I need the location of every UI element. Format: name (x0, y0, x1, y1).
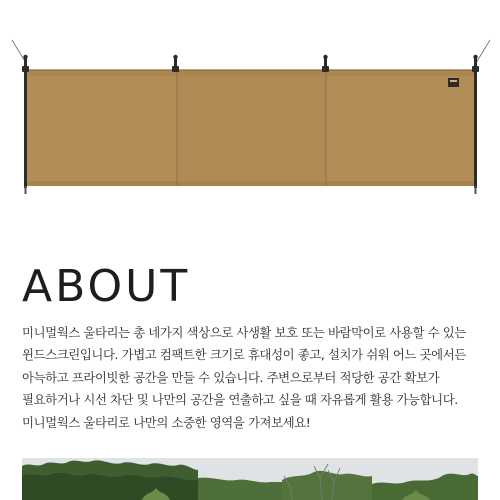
windscreen-product-image (0, 0, 500, 215)
about-heading: ABOUT (22, 261, 191, 312)
about-description: 미니멀웍스 울타리는 총 네가지 색상으로 사생활 보호 또는 바람막이로 사용할 수 있는 윈드스크린입니다. 가볍고 컴팩트한 크기로 휴대성이 좋고, 설치가 쉬워 어느 곳에서든 아늑하고 프라이빗한 공간을 만들 수 있습니다. 주변으로부터 적당한 공간 확보가 필요하거나 시선 차단 및 나만의 공간을 연출하고 싶을 때 자유롭게 활용 가능합니다. 미니멀웍스 울타리로 나만의 소중한 영역을 가져보세요! (22, 325, 466, 430)
landscape-photo (22, 458, 478, 500)
brand-tag (448, 78, 459, 87)
windscreen-panels (27, 70, 475, 186)
windscreen-illustration (0, 0, 500, 215)
landscape-illustration (22, 458, 478, 500)
